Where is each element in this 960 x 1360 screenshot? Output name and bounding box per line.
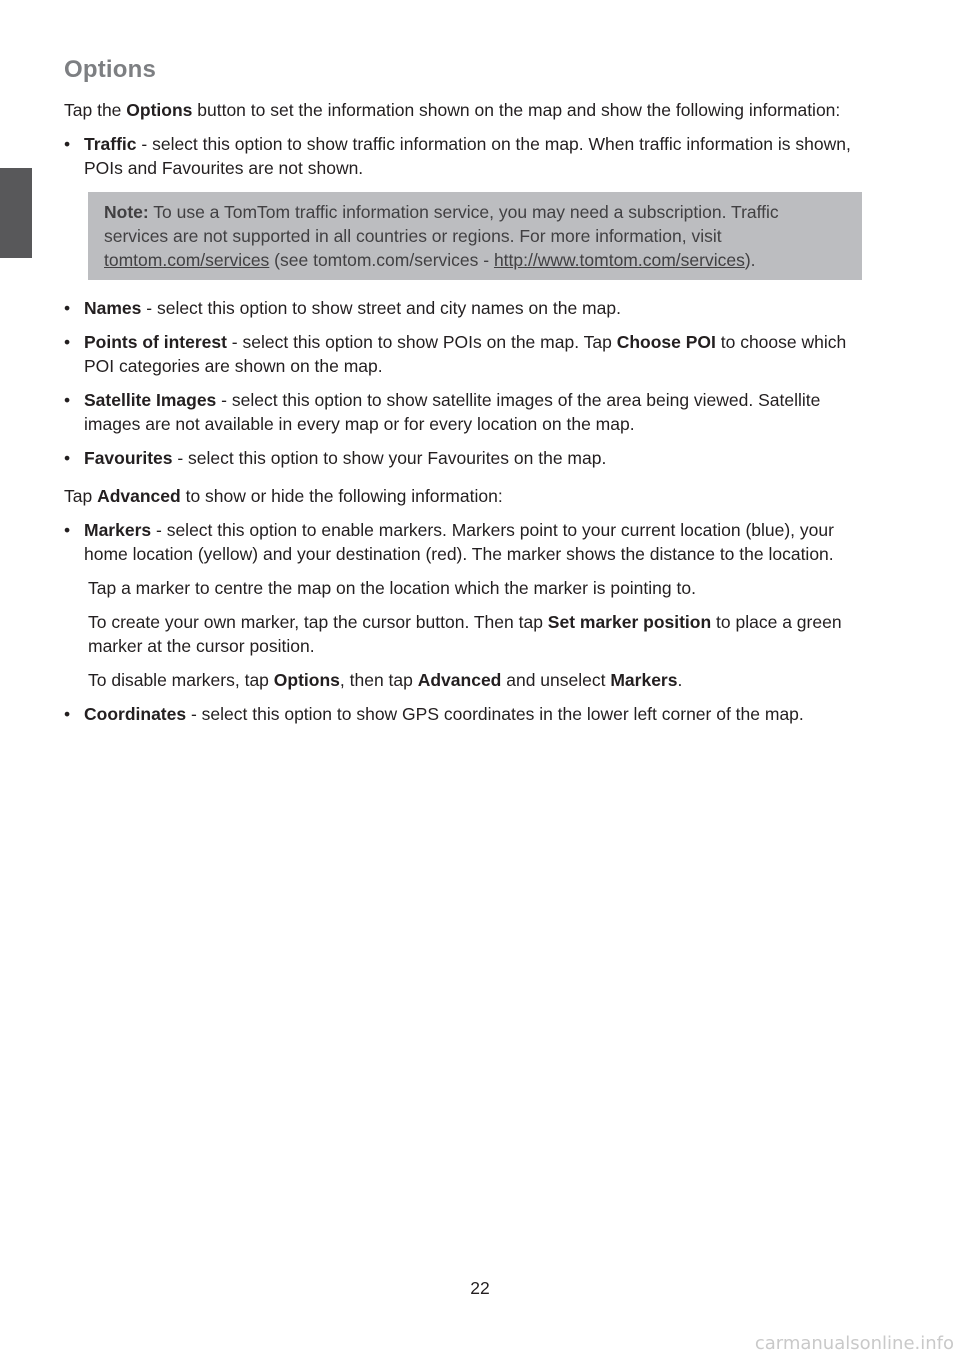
- bullet-satellite: • Satellite Images - select this option to show satellite images of the area being viewed. Satellite images are not available in every map or for every location on the map.: [64, 390, 821, 434]
- markers-sub-disable: To disable markers, tap Options, then tap Advanced and unselect Markers.: [88, 670, 683, 690]
- note-box: Note: To use a TomTom traffic information service, you may need a subscription. Traffic services are not supported in all countries or regions. For more information, visit tomtom.com/services (see tomtom.com/services - http://www.tomtom.com/services).: [88, 192, 862, 280]
- bullet-dot: •: [64, 520, 71, 540]
- markers-sub-centre: Tap a marker to centre the map on the location which the marker is pointing to.: [88, 578, 696, 598]
- markers-sub-create: To create your own marker, tap the cursor button. Then tap Set marker position to place a green marker at the cursor position.: [88, 612, 842, 656]
- note-label: Note:: [104, 202, 149, 222]
- section-heading: Options: [64, 56, 157, 83]
- bullet-coordinates: • Coordinates - select this option to show GPS coordinates in the lower left corner of the map.: [64, 704, 804, 724]
- bullet-dot: •: [64, 298, 71, 318]
- chapter-tab: [0, 168, 32, 258]
- page-number: 22: [470, 1278, 490, 1298]
- services-url-link[interactable]: http://www.tomtom.com/services: [493, 250, 745, 270]
- bullet-dot: •: [64, 332, 71, 352]
- services-link[interactable]: tomtom.com/services: [104, 250, 270, 270]
- bullet-names: • Names - select this option to show street and city names on the map.: [64, 298, 621, 318]
- bullet-traffic: • Traffic - select this option to show traffic information on the map. When traffic information is shown, POIs and Favourites are not shown.: [64, 134, 851, 178]
- bullet-dot: •: [64, 704, 71, 724]
- advanced-paragraph: Tap Advanced to show or hide the following information:: [64, 486, 503, 506]
- bullet-markers: • Markers - select this option to enable markers. Markers point to your current location (blue), your home location (yellow) and your destination (red). The marker shows the distance to the location.: [64, 520, 834, 564]
- bullet-favourites: • Favourites - select this option to show your Favourites on the map.: [64, 448, 607, 468]
- page-content: [64, 56, 864, 736]
- bullet-dot: •: [64, 448, 71, 468]
- bullet-dot: •: [64, 134, 71, 154]
- intro-paragraph: Tap the Options button to set the information shown on the map and show the following information:: [64, 100, 841, 120]
- bullet-poi: • Points of interest - select this option to show POIs on the map. Tap Choose POI to choose which POI categories are shown on the map.: [64, 332, 847, 376]
- watermark: carmanualsonline.info: [754, 1333, 954, 1354]
- bullet-dot: •: [64, 390, 71, 410]
